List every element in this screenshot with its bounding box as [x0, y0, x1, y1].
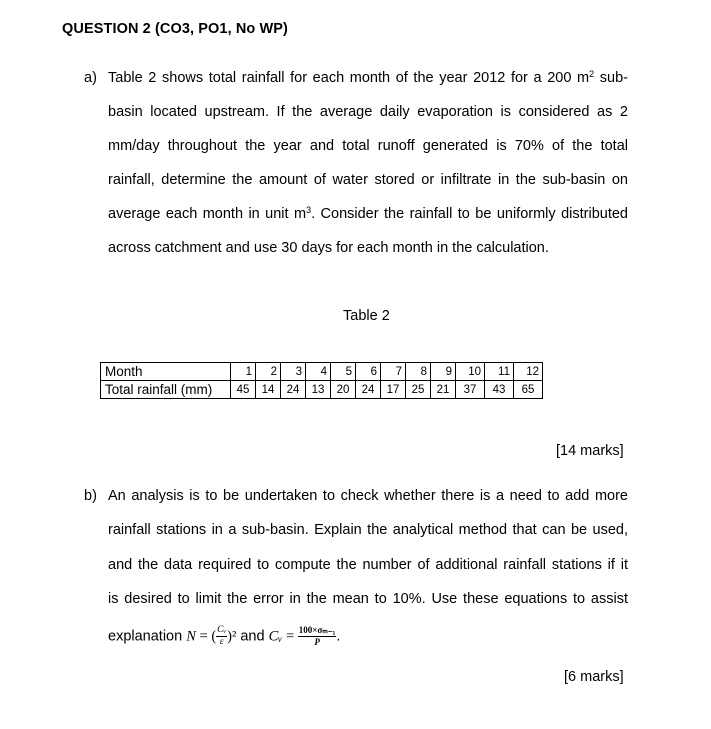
rainfall-cell: 43 — [485, 381, 514, 399]
part-b-marks: [6 marks] — [564, 669, 624, 685]
part-b-label: b) — [84, 488, 97, 504]
month-cell: 3 — [281, 363, 306, 381]
rainfall-cell: 21 — [431, 381, 456, 399]
part-b-line-4: is desired to limit the error in the mean to 10%. Use these equations to assist — [108, 591, 628, 607]
part-a-label: a) — [84, 70, 97, 86]
part-a-line-6: across catchment and use 30 days for each month in the calculation. — [108, 240, 549, 256]
month-cell: 2 — [256, 363, 281, 381]
part-a-line-3: mm/day throughout the year and total runoff generated is 70% of the total — [108, 138, 628, 154]
rainfall-cell: 24 — [281, 381, 306, 399]
part-b-line-3: and the data required to compute the number of additional rainfall stations if it — [108, 557, 628, 573]
rainfall-cell: 13 — [306, 381, 331, 399]
month-cell: 5 — [331, 363, 356, 381]
month-cell: 11 — [485, 363, 514, 381]
part-a-marks: [14 marks] — [556, 443, 624, 459]
part-a-line-1: Table 2 shows total rainfall for each month of the year 2012 for a 200 $m^2$ sub- — [108, 69, 628, 86]
part-a-line-5: average each month in unit $m^3$. Consider the rainfall to be uniformly distributed — [108, 205, 628, 222]
equation-n-symbol: N — [186, 628, 196, 645]
table-row-month — [101, 363, 543, 381]
rainfall-cell: 20 — [331, 381, 356, 399]
month-cell: 4 — [306, 363, 331, 381]
rainfall-cell: 45 — [231, 381, 256, 399]
row-header-month: Month — [101, 363, 231, 381]
part-a-line-4: rainfall, determine the amount of water stored or infiltrate in the sub-basin on — [108, 172, 628, 188]
equation-fraction-cv-formula: $\frac{\text{100×σₘ₋₁}}{P}$ — [298, 625, 336, 647]
row-header-rainfall: Total rainfall (mm) — [101, 381, 231, 399]
part-a-line-2: basin located upstream. If the average daily evaporation is considered as 2 — [108, 104, 628, 120]
part-b-line-1: An analysis is to be undertaken to check whether there is a need to add more — [108, 488, 628, 504]
table-caption: Table 2 — [343, 308, 390, 324]
rainfall-cell: 14 — [256, 381, 281, 399]
rainfall-table — [100, 362, 543, 399]
rainfall-cell: 24 — [356, 381, 381, 399]
month-cell: 6 — [356, 363, 381, 381]
month-cell: 12 — [514, 363, 543, 381]
month-cell: 10 — [456, 363, 485, 381]
rainfall-cell: 65 — [514, 381, 543, 399]
part-b-line-2: rainfall stations in a sub-basin. Explain the analytical method that can be used, — [108, 522, 628, 538]
rainfall-cell: 37 — [456, 381, 485, 399]
equation-fraction-cv-epsilon: $\frac{\text{Cᵥ}}{\varepsilon}$ — [217, 625, 227, 647]
equation-intro: explanation — [108, 628, 187, 645]
table-row-rainfall — [101, 381, 543, 399]
question-title: QUESTION 2 (CO3, PO1, No WP) — [62, 21, 288, 37]
month-cell: 8 — [406, 363, 431, 381]
equation-line: explanation N = ( $\frac{\text{Cᵥ}}{\varepsilon}$ )² and Cᵥ = $\frac{\text{100×σₘ₋₁}}{P}$ . — [108, 625, 341, 647]
month-cell: 9 — [431, 363, 456, 381]
month-cell: 1 — [231, 363, 256, 381]
month-cell: 7 — [381, 363, 406, 381]
rainfall-cell: 17 — [381, 381, 406, 399]
equation-cv-symbol: Cᵥ — [268, 628, 283, 645]
rainfall-cell: 25 — [406, 381, 431, 399]
